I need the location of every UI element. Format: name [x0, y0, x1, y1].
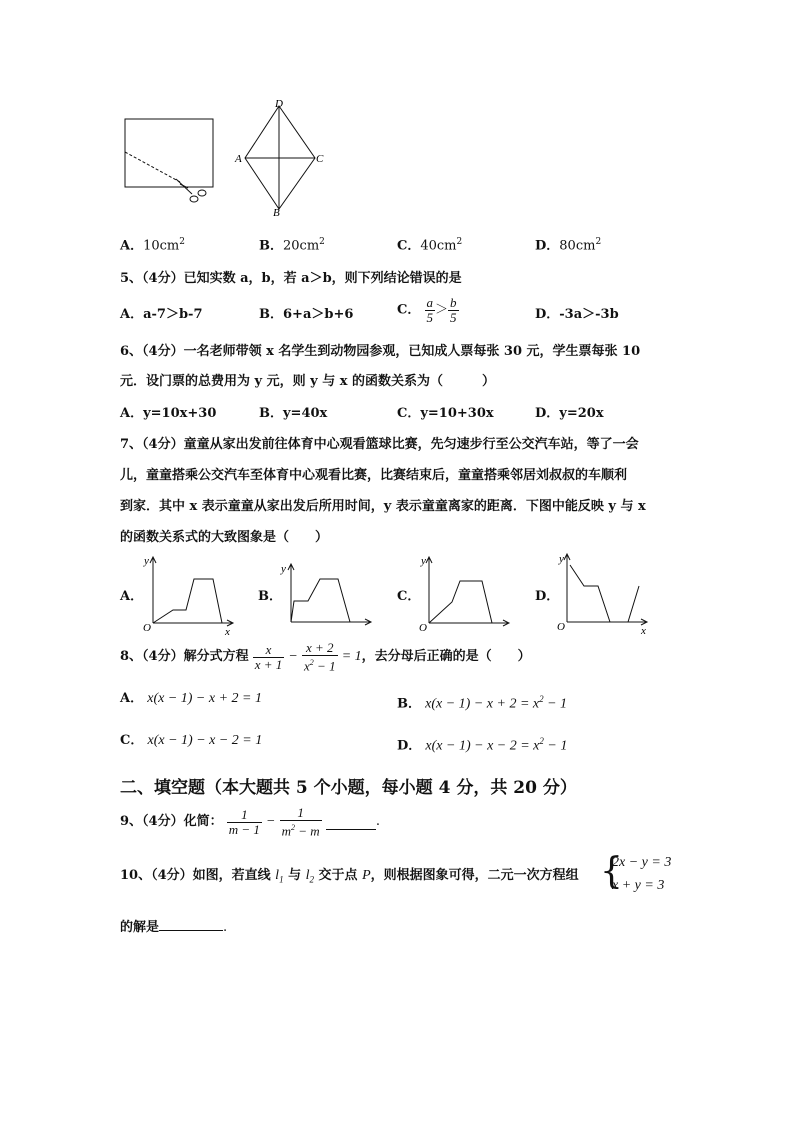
minus-sign: −	[266, 814, 276, 830]
fraction-b-over-5	[448, 296, 459, 325]
option-value: 10cm	[143, 238, 180, 254]
option-letter: D．	[535, 238, 560, 254]
equation-1: 2x − y = 3	[612, 855, 672, 870]
frac-num: a	[426, 295, 433, 310]
q8-stem	[120, 641, 531, 673]
q8-fraction-1	[253, 643, 285, 672]
graph-line	[291, 579, 350, 622]
section-2-title: 二、填空题（本大题共 5 个小题，每小题 4 分，共 20 分）	[120, 778, 577, 798]
option-sup: 2	[595, 237, 602, 247]
q4-option-d[interactable]	[535, 234, 601, 254]
option-text: y=20x	[559, 406, 604, 421]
option-text: 6+a＞b+6	[283, 307, 354, 322]
option-value: 20cm	[283, 238, 320, 254]
label-a: A	[235, 153, 242, 165]
q7-graph-a[interactable]	[140, 553, 240, 637]
label-c: C	[316, 153, 324, 165]
q6-option-a[interactable]	[120, 406, 216, 422]
x-label: x	[641, 625, 646, 637]
q8-fraction-2	[302, 641, 338, 673]
origin-label: O	[557, 621, 565, 633]
q10-end: .	[223, 920, 228, 935]
den-sup: 2	[309, 658, 314, 667]
fraction-a-over-5	[425, 296, 436, 325]
option-letter: C．	[120, 733, 144, 748]
q9-prefix: 9、（4分）化简：	[120, 814, 223, 830]
y-label: y	[421, 555, 426, 567]
q4-option-c[interactable]	[397, 234, 462, 254]
frac-num: x + 2	[302, 641, 338, 656]
option-letter: D．	[535, 406, 560, 421]
q7-option-b-letter[interactable]: B．	[258, 589, 282, 604]
option-text: y=40x	[283, 406, 328, 421]
den-rest: − 1	[313, 658, 336, 674]
equation-2: x + y = 3	[612, 878, 665, 893]
origin-label: O	[419, 622, 427, 634]
relation: ＞	[435, 302, 449, 318]
rhombus-figure	[232, 98, 328, 218]
graph-line	[429, 581, 492, 623]
q6-option-d[interactable]	[535, 406, 604, 422]
q9-stem	[120, 806, 380, 838]
option-sup: 2	[319, 237, 325, 247]
option-sup: 2	[456, 237, 463, 247]
option-letter: D．	[535, 307, 560, 322]
x-label: x	[225, 626, 230, 637]
q7-graph-c[interactable]	[416, 553, 516, 637]
option-tail: − 1	[543, 696, 568, 712]
q6-stem-line1: 6、（4分）一名老师带领 x 名学生到动物园参观，已知成人票每张 30 元，学生票每张 10	[120, 344, 641, 359]
option-text: -3a＞-3b	[559, 307, 619, 322]
option-letter: A．	[120, 307, 144, 322]
option-letter: C．	[397, 406, 421, 421]
option-text: a-7＞b-7	[143, 307, 203, 322]
equals-one: = 1	[341, 649, 362, 665]
option-letter: A．	[120, 406, 144, 421]
frac-den	[302, 656, 338, 673]
q10-text-c: 交于点	[314, 868, 363, 883]
q8-suffix: ，去分母后正确的是（ ）	[361, 649, 531, 665]
option-letter: C．	[397, 302, 421, 318]
q4-option-a[interactable]	[120, 234, 185, 254]
label-d: D	[275, 98, 283, 110]
option-sup: 2	[179, 237, 185, 247]
line-l2: l	[305, 868, 310, 883]
origin-label: O	[143, 622, 151, 634]
q8-prefix: 8、（4分）解分式方程	[120, 649, 249, 665]
q10-text-b: 与	[283, 868, 306, 883]
q8-option-b[interactable]	[397, 691, 567, 712]
q9-fraction-1	[227, 808, 262, 837]
minus-sign: −	[288, 649, 298, 665]
graph-line	[153, 579, 222, 623]
line-l2-sub: 2	[309, 874, 315, 885]
frac-den: m − 1	[228, 821, 260, 837]
q8-option-c[interactable]	[120, 733, 262, 749]
paper-rectangle	[125, 119, 213, 187]
point-p: P	[362, 868, 371, 883]
q9-answer-blank[interactable]	[326, 815, 376, 830]
q7-line2: 儿，童童搭乘公交汽车至体育中心观看比赛，比赛结束后，童童搭乘邻居刘叔叔的车顺利	[120, 468, 628, 483]
option-letter: C．	[397, 238, 421, 254]
equation-system-brace: {	[600, 851, 623, 892]
q7-option-a-letter[interactable]: A．	[120, 589, 144, 604]
den-rest: − m	[295, 823, 320, 839]
option-value: 40cm	[420, 238, 457, 254]
scissors-icon	[176, 179, 206, 202]
den-sup: 2	[291, 823, 296, 832]
q10-answer-prefix: 的解是	[120, 920, 160, 935]
option-text: y=10x+30	[143, 406, 217, 421]
option-letter: B．	[259, 406, 283, 421]
line-l1-sub: 1	[279, 874, 284, 885]
q7-graph-b[interactable]	[278, 560, 378, 640]
q7-line3: 到家．其中 x 表示童童从家出发后所用时间，y 表示童童离家的距离．下图中能反映 y 与 x	[120, 499, 646, 514]
q5-option-c[interactable]	[397, 296, 459, 325]
option-expr: x(x − 1) − x − 2 = x	[425, 738, 540, 754]
frac-den	[280, 821, 322, 838]
q7-option-c-letter[interactable]: C．	[397, 589, 421, 604]
frac-den: 5	[426, 310, 433, 325]
option-letter: D．	[397, 738, 422, 754]
q8-option-a[interactable]	[120, 691, 262, 707]
rectangle-scissors-figure	[118, 112, 218, 212]
q5-option-d[interactable]	[535, 307, 619, 323]
q4-option-b[interactable]	[259, 234, 325, 254]
q9-end: .	[375, 814, 380, 830]
option-letter: B．	[397, 696, 421, 712]
option-expr: x(x − 1) − x + 2 = x	[425, 696, 540, 712]
q5-option-b[interactable]	[259, 307, 353, 323]
option-letter: B．	[259, 307, 283, 322]
option-tail: − 1	[543, 738, 568, 754]
option-expr: x(x − 1) − x + 2 = 1	[147, 691, 262, 706]
q6-stem-line2: 元．设门票的总费用为 y 元，则 y 与 x 的函数关系为（ ）	[120, 374, 496, 389]
option-letter: B．	[259, 238, 283, 254]
option-sup: 2	[539, 736, 544, 746]
q10-answer-blank[interactable]	[159, 917, 223, 931]
frac-num: b	[450, 295, 457, 310]
label-b: B	[273, 207, 280, 218]
den-base: x	[304, 658, 310, 674]
q7-option-d-letter[interactable]: D．	[535, 589, 560, 604]
frac-num: 1	[227, 808, 262, 823]
q10-stem	[120, 868, 579, 888]
frac-den: 5	[450, 310, 457, 325]
cut-line	[125, 152, 180, 182]
q10-answer-line	[120, 917, 227, 936]
q5-stem: 5、（4分）已知实数 a，b，若 a＞b，则下列结论错误的是	[120, 271, 462, 286]
option-sup: 2	[539, 694, 544, 704]
option-letter: A．	[120, 238, 144, 254]
graph-line	[570, 565, 639, 622]
q10-text-a: 10、（4分）如图，若直线	[120, 868, 276, 883]
frac-den: x + 1	[254, 656, 283, 672]
q5-option-a[interactable]	[120, 307, 203, 323]
q8-option-d[interactable]	[397, 733, 567, 754]
line-l1: l	[275, 868, 280, 883]
q6-option-c[interactable]	[397, 406, 494, 422]
q10-text-d: ，则根据图象可得，二元一次方程组	[370, 868, 579, 883]
frac-num: 1	[280, 806, 322, 821]
den-base: m	[281, 823, 292, 839]
y-label: y	[144, 555, 149, 567]
frac-num: x	[253, 643, 285, 658]
q7-line1: 7、（4分）童童从家出发前往体育中心观看篮球比赛，先匀速步行至公交汽车站，等了一会	[120, 437, 639, 452]
q6-option-b[interactable]	[259, 406, 327, 422]
option-text: y=10+30x	[420, 406, 494, 421]
q7-line4: 的函数关系式的大致图象是（ ）	[120, 530, 329, 545]
option-expr: x(x − 1) − x − 2 = 1	[147, 733, 263, 748]
y-label: y	[281, 563, 286, 575]
y-label: y	[559, 553, 564, 565]
option-letter: A．	[120, 691, 144, 706]
q9-fraction-2	[280, 806, 322, 838]
q7-graph-d[interactable]	[554, 550, 654, 640]
option-value: 80cm	[559, 238, 596, 254]
